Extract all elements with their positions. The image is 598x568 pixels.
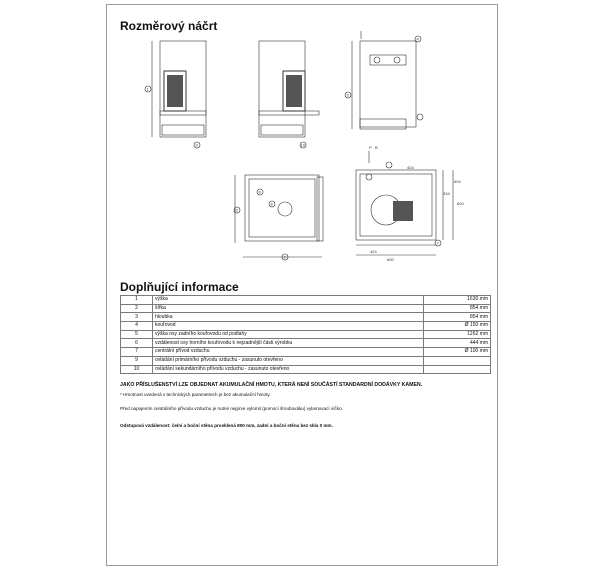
page-title: Rozměrový náčrt	[120, 19, 218, 33]
callout-9: 9	[195, 142, 198, 148]
row-value: 854 mm	[424, 313, 491, 322]
callout-6: 6	[258, 189, 261, 195]
dim-600-vertical: 600	[457, 201, 464, 206]
row-value	[424, 356, 491, 365]
row-description: ovládání sekundárního přívodu vzduchu - zasunuto otevřeno	[153, 365, 424, 374]
row-description: výška osy zadního kouřovodu od podlahy	[153, 330, 424, 339]
row-description: výška	[153, 296, 424, 305]
dimension-drawings	[107, 5, 497, 280]
row-description: kouřovod	[153, 322, 424, 331]
rear-view-drawing	[345, 31, 423, 129]
top-view-right-drawing	[356, 151, 453, 255]
table-row	[121, 296, 491, 305]
row-number: 5	[121, 330, 153, 339]
table-row	[121, 356, 491, 365]
dim-404: 404	[407, 165, 414, 170]
callout-2: 2	[283, 254, 286, 260]
front-view-drawing	[145, 41, 206, 148]
row-number: 2	[121, 304, 153, 313]
side-view-drawing	[259, 41, 319, 148]
callout-1: 1	[146, 86, 149, 92]
row-description: vzdálenost osy horního kouřovodu k nejzadnější části výrobku	[153, 339, 424, 348]
row-value: Ø 100 mm	[424, 348, 491, 357]
row-value: 1262 mm	[424, 330, 491, 339]
row-description: hloubka	[153, 313, 424, 322]
row-number: 7	[121, 348, 153, 357]
dim-600-horizontal: 600	[387, 257, 394, 262]
callout-8: 8	[270, 201, 273, 207]
row-number: 4	[121, 322, 153, 331]
row-value	[424, 365, 491, 374]
dim-434: 434	[443, 191, 450, 196]
dim-424: 424	[370, 249, 377, 254]
row-description: šířka	[153, 304, 424, 313]
callout-4: 4	[416, 36, 419, 42]
row-value: 854 mm	[424, 304, 491, 313]
view-marker-p: P	[369, 145, 372, 150]
row-number: 6	[121, 339, 153, 348]
dim-604: 604	[454, 179, 461, 184]
table-row	[121, 322, 491, 331]
row-number: 3	[121, 313, 153, 322]
weight-footnote: * Hmotnost uvedená v technických parametrech je bez akumulační hmoty.	[120, 392, 271, 397]
row-number: 10	[121, 365, 153, 374]
row-description: ovládání primárního přívodu vzduchu - zasunuto otevřeno	[153, 356, 424, 365]
row-description: centrální přívod vzduchu	[153, 348, 424, 357]
row-value: Ø 150 mm	[424, 322, 491, 331]
callout-5: 5	[346, 92, 349, 98]
section-title: Doplňující informace	[120, 280, 239, 294]
row-number: 9	[121, 356, 153, 365]
row-value: 1630 mm	[424, 296, 491, 305]
air-supply-note: Před napojením centrálního přívodu vzduchu je nutné nejprve vylomit (pomocí šroubováku) vylamovací víčko.	[120, 406, 343, 411]
callout-3: 3	[235, 207, 238, 213]
accessory-note: JAKO PŘÍSLUŠENSTVÍ LZE OBJEDNAT AKUMULAČNÍ HMOTU, KTERÁ NENÍ SOUČÁSTÍ STANDARDNÍ DODÁVKY KAMEN.	[120, 382, 423, 388]
row-value: 444 mm	[424, 339, 491, 348]
table-row	[121, 339, 491, 348]
table-row	[121, 365, 491, 374]
callout-10: 10	[300, 142, 305, 148]
row-number: 1	[121, 296, 153, 305]
table-row	[121, 330, 491, 339]
top-view-left-drawing	[234, 175, 323, 260]
clearance-note: Odstupová vzdálenost: čelní a boční stěna prosklená 800 mm, zadní a boční stěna bez skla 0 mm.	[120, 423, 333, 428]
table-row	[121, 313, 491, 322]
table-row	[121, 304, 491, 313]
spec-sheet	[106, 4, 498, 566]
view-marker-b: B	[375, 145, 378, 150]
spec-table	[120, 295, 491, 374]
table-row	[121, 348, 491, 357]
callout-7: 7	[436, 240, 439, 246]
